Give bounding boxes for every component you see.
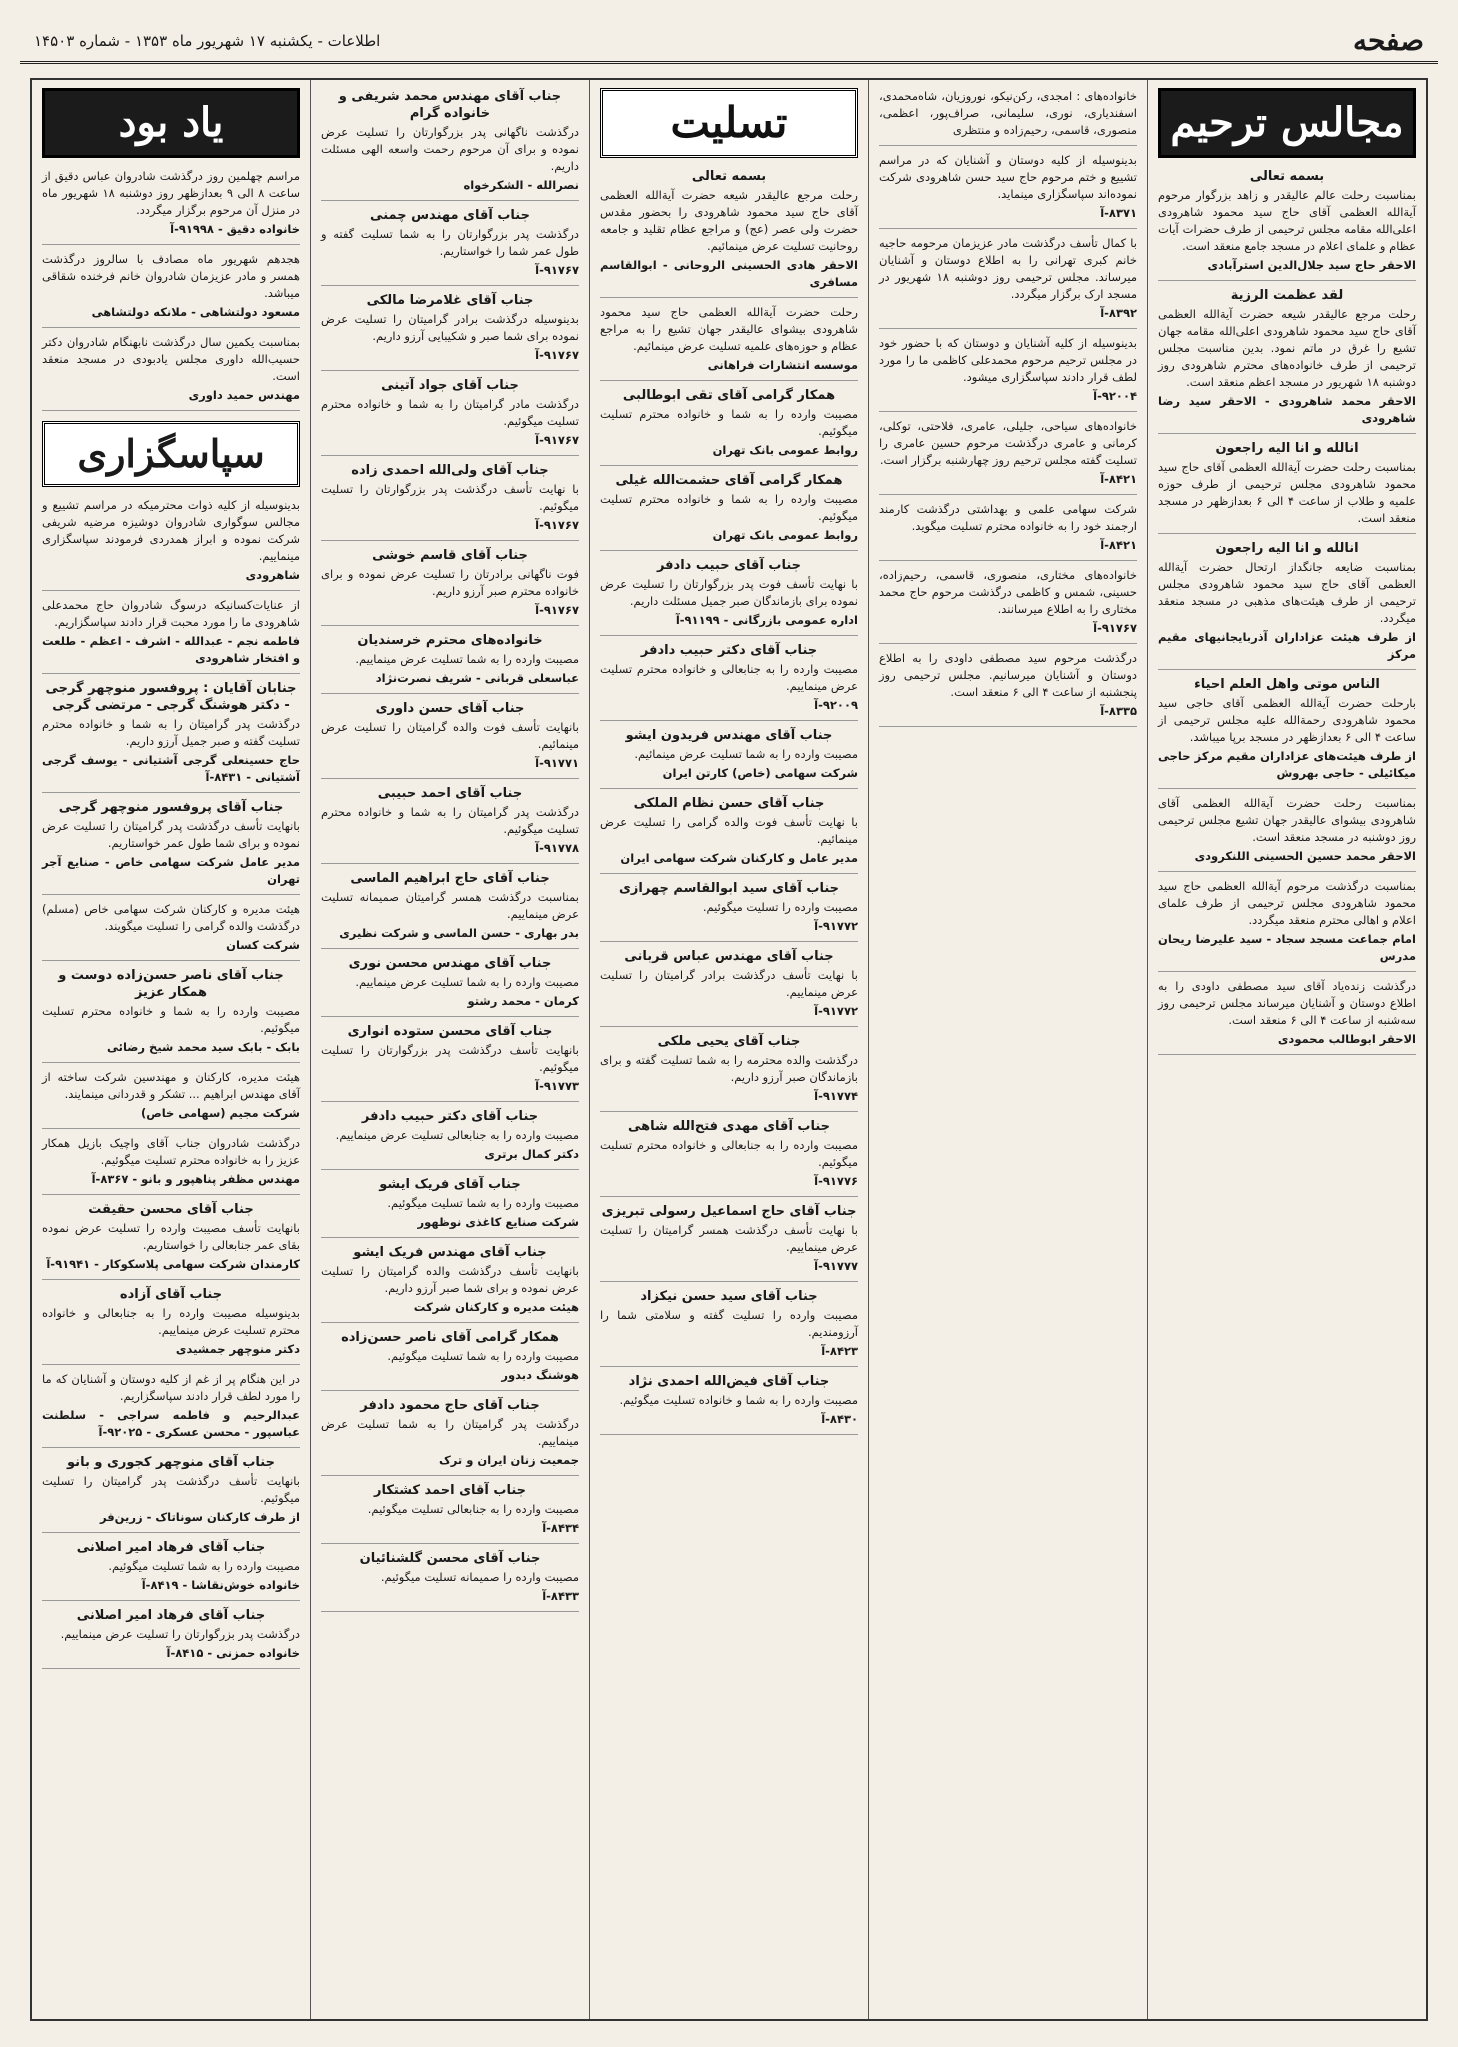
notice-body: بدینوسیله از کلیه آشنایان و دوستان که با حضور خود در مجلس ترحیم مرحوم محمدعلی کاظمی ما را مورد لطف قرار دادند سپاسگزاری میشود. — [879, 336, 1137, 384]
notice-signature: ۹۱۷۶۷-آ — [535, 263, 579, 277]
notice-item — [321, 632, 579, 694]
notice-body: بارحلت حضرت آیة‌الله العظمی آقای حاجی سید محمود شاهرودی رحمة‌الله علیه مجلس ترحیمی از ساعت ۴ الی ۶ بعدازظهر در مسجد برپا میباشد. — [1158, 696, 1416, 744]
notice-signature: ۹۱۷۶۷-آ — [535, 603, 579, 617]
notice-body: با نهایت تأسف درگذشت پدر بزرگوارتان را تسلیت میگوئیم. — [321, 482, 579, 513]
page-header — [20, 20, 1438, 64]
notice-signature: ۹۲۰۰۹-آ — [814, 698, 858, 712]
notice-body: مصیبت وارده را به شما و خانواده محترم تسلیت میگوئیم. — [600, 407, 858, 438]
notice-item — [600, 1118, 858, 1197]
notice-signature: الاحقر حاج سید جلال‌الدین استرآبادی — [1207, 258, 1416, 272]
notice-body: خانواده‌های مختاری، منصوری، قاسمی، رحیم‌زاده، حسینی، شمس و کاظمی درگذشت مرحوم حاج محمد مختاری را به اطلاع میرسانند. — [879, 568, 1137, 616]
notice-signature: خانواده دقیق - ۹۱۹۹۸-آ — [170, 222, 300, 236]
notice-title: الناس موتی واهل العلم احیاء — [1194, 677, 1380, 692]
notice-signature: ۹۱۷۷۲-آ — [814, 919, 858, 933]
notice-item — [321, 785, 579, 864]
notice-body: مصیبت وارده را به شما تسلیت میگوئیم. — [108, 1559, 300, 1573]
notice-item — [321, 88, 579, 201]
notice-body: مصیبت وارده را به جنابعالی تسلیت عرض مینماییم. — [335, 1128, 579, 1142]
notice-item — [321, 1329, 579, 1391]
notice-signature: ۹۱۷۷۷-آ — [814, 1259, 858, 1273]
notice-body: مصیبت وارده را به شما و خانواده تسلیت میگوئیم. — [619, 1393, 858, 1407]
notice-body: در این هنگام پر از غم از کلیه دوستان و آشنایان که ما را مورد لطف قرار دادند سپاسگزاریم. — [42, 1372, 300, 1403]
notice-item — [600, 880, 858, 942]
notice-body: درگذشت شادروان جناب آقای واچیک بازیل همکار عزیز را به خانواده محترم تسلیت میگوئیم. — [42, 1136, 300, 1167]
notice-item — [1158, 795, 1416, 872]
notice-signature: عبدالرحیم و فاطمه سراجی - سلطنت عباسپور - محسن عسکری - ۹۲۰۲۵-آ — [42, 1408, 300, 1439]
notices-yadbood — [42, 168, 300, 411]
notice-signature: ۸۴۲۱-آ — [1100, 472, 1137, 486]
notice-body: درگذشت مرحوم سید مصطفی داودی را به اطلاع دوستان و آشنایان میرسانیم. مجلس ترحیمی روز پنجشنبه از ساعت ۴ الی ۶ منعقد است. — [879, 651, 1137, 699]
notice-item — [321, 377, 579, 456]
notice-body: مصیبت وارده را به شما تسلیت میگوئیم. — [387, 1196, 579, 1210]
notice-signature: ۸۴۲۳-آ — [821, 1344, 858, 1358]
notice-item — [321, 207, 579, 286]
notice-title: جناب آقای مهندس محسن نوری — [348, 956, 552, 971]
notice-body: درگذشت پدر بزرگوارتان را به شما تسلیت گفته و طول عمر شما را خواستاریم. — [321, 227, 579, 258]
notice-body: درگذشت والده محترمه را به شما تسلیت گفته و برای بازماندگان صبر آرزو داریم. — [600, 1053, 858, 1084]
notice-body: درگذشت مادر گرامیتان را به شما و خانواده محترم تسلیت میگوئیم. — [321, 397, 579, 428]
notice-item — [879, 335, 1137, 412]
notice-signature: بابک - بابک سید محمد شیخ رضائی — [107, 1040, 300, 1054]
notice-item — [600, 168, 858, 298]
notice-title: همکار گرامی آقای ناصر حسن‌زاده — [341, 1330, 559, 1345]
notice-item — [42, 1607, 300, 1669]
notice-signature: موسسه انتشارات فراهانی — [707, 358, 858, 372]
notice-body: بانهایت تأسف درگذشت پدر بزرگوارتان را تسلیت میگوئیم. — [321, 1043, 579, 1074]
notice-title: جناب آقای یحیی ملکی — [657, 1034, 801, 1049]
notice-signature: مهندس حمید داوری — [188, 388, 300, 402]
notice-body: مصیبت وارده را تسلیت میگوئیم. — [702, 900, 858, 914]
notice-title: همکار گرامی آقای تقی ابوطالبی — [622, 388, 836, 403]
notice-body: هجدهم شهریور ماه مصادف با سالروز درگذشت همسر و مادر عزیزمان شادروان خانم فرخنده شقاقی میباشد. — [42, 252, 300, 300]
notices-col1 — [1158, 168, 1416, 1055]
notices-sepas — [42, 497, 300, 1669]
notice-item — [42, 168, 300, 245]
notice-item — [321, 547, 579, 626]
notice-body: بمناسبت یکمین سال درگذشت نابهنگام شادروان دکتر حسیب‌الله داوری مجلس یادبودی در مسجد منعقد است. — [42, 335, 300, 383]
notice-body: از عنایات‌کسانیکه درسوگ شادروان حاج محمدعلی شاهرودی ما را مورد محبت قرار دادند سپاسگزاریم. — [42, 598, 300, 629]
column-5 — [32, 80, 310, 2019]
notice-item — [879, 418, 1137, 495]
notice-title: جناب آقای فرهاد امیر اصلانی — [76, 1608, 266, 1623]
notice-item — [42, 334, 300, 411]
notice-item — [879, 567, 1137, 644]
notice-item — [321, 870, 579, 949]
notice-signature: از طرف هیئت عزاداران آذربایجانیهای مقیم مرکز — [1158, 630, 1416, 661]
notice-signature: ۹۱۷۶۷-آ — [535, 348, 579, 362]
notice-signature: روابط عمومی بانک تهران — [712, 443, 858, 457]
notice-item — [321, 1550, 579, 1612]
notice-body: درگذشت پدر گرامیتان را به شما تسلیت عرض مینماییم. — [321, 1417, 579, 1448]
notice-title: همکار گرامی آقای حشمت‌الله غیلی — [615, 473, 843, 488]
notice-item — [42, 1454, 300, 1533]
notice-signature: هیئت مدیره و کارکنان شرکت — [413, 1300, 579, 1314]
notice-signature: فاطمه نجم - عبدالله - اشرف - اعظم - طلعت و افتخار شاهرودی — [42, 634, 300, 665]
notice-body: بدینوسیله از کلیه ذوات محترمیکه در مراسم تشییع و مجالس سوگواری شادروان دوشیزه مرضیه شریفی شرکت نموده و ابراز همدردی فرمودند سپاسگزاری مینماییم. — [42, 498, 300, 563]
notice-signature: ۹۱۷۷۲-آ — [814, 1004, 858, 1018]
notice-item — [321, 1397, 579, 1476]
notice-title: جناب آقای ناصر حسن‌زاده دوست و همکار عزیز — [58, 968, 284, 1000]
notice-body: شرکت سهامی علمی و بهداشتی درگذشت کارمند ارجمند خود را به خانواده محترم تسلیت میگوید. — [879, 502, 1137, 533]
notice-signature: ۸۳۳۵-آ — [1100, 704, 1137, 718]
notice-body: بمناسبت رحلت حضرت آیة‌الله العظمی آقای شاهرودی بیشوای عالیقدر جهان تشیع مجلس ترحیمی روز دوشنبه در مسجد منعقد است. — [1158, 796, 1416, 844]
notice-item — [1158, 878, 1416, 972]
notice-signature: ۸۳۷۱-آ — [1100, 206, 1137, 220]
notice-body: بمناسبت درگذشت مرحوم آیة‌الله العظمی حاج سید محمود شاهرودی مجلس ترحیمی از طرف علمای اعلام و اهالی محترم منعقد میگردد. — [1158, 879, 1416, 927]
notice-item — [321, 700, 579, 779]
notice-title: جناب آقای منوچهر کجوری و بانو — [67, 1455, 275, 1470]
notice-body: بمناسبت رحلت عالم عالیقدر و زاهد بزرگوار مرحوم آیة‌الله العظمی آقای حاج سید محمود شاهرودی اعلی‌الله مقامه مجلس ترحیمی از طرف حضرات آیات عظام و علمای اعلام در مسجد جامع منعقد است. — [1158, 188, 1416, 253]
notice-item — [600, 304, 858, 381]
notice-title: جناب آقای مهندس محمد شریفی و خانواده گرام — [338, 89, 562, 121]
notice-signature: ۹۱۷۶۷-آ — [1093, 621, 1137, 635]
notice-body: مصیبت وارده را به جنابعالی تسلیت میگوئیم. — [367, 1502, 579, 1516]
notice-body: مصیبت وارده را به شما تسلیت عرض مینماییم. — [355, 975, 579, 989]
notice-item — [42, 1135, 300, 1195]
notice-body: درگذشت زنده‌یاد آقای سید مصطفی داودی را به اطلاع دوستان و آشنایان میرساند مجلس ترحیمی روز سه‌شنبه از ساعت ۴ الی ۶ منعقد است. — [1158, 979, 1416, 1027]
notice-item — [600, 727, 858, 789]
notice-title: جناب آقای حاج اسماعیل رسولی تبریزی — [601, 1204, 857, 1219]
notice-signature: ۹۱۷۷۶-آ — [814, 1174, 858, 1188]
notice-title: جناب آقای دکتر حبیب دادفر — [640, 643, 818, 658]
notice-body: مصیبت وارده را صمیمانه تسلیت میگوئیم. — [380, 1570, 579, 1584]
notice-item — [321, 1176, 579, 1238]
notice-signature: دکتر کمال برتری — [484, 1147, 579, 1161]
notice-body: بمناسبت رحلت حضرت آیة‌الله العظمی آقای حاج سید محمود شاهرودی مجلس ترحیمی از طرف حوزه علمیه و طلاب از ساعت ۴ الی ۶ بعدازظهر در مسجد منعقد است. — [1158, 460, 1416, 525]
notice-item — [321, 292, 579, 371]
notice-item — [600, 472, 858, 551]
notice-item — [879, 152, 1137, 229]
notice-signature: اداره عمومی بازرگانی - ۹۱۱۹۹-آ — [675, 613, 858, 627]
notice-signature: ۹۱۷۷۴-آ — [814, 1089, 858, 1103]
section-banner-sepasgozari: سپاسگزاری — [42, 421, 300, 487]
notice-body: درگذشت پدر گرامیتان را به شما و خانواده محترم تسلیت میگوئیم. — [321, 805, 579, 836]
notice-title: جناب آقای حبیب دادفر — [656, 558, 802, 573]
notice-signature: مهندس مظفر پناهپور و بانو - ۸۳۶۷-آ — [91, 1172, 300, 1186]
notice-item — [1158, 540, 1416, 670]
notice-title: لقد عظمت الرزیة — [1230, 288, 1344, 303]
notice-signature: خانواده خوش‌نقاشا - ۸۴۱۹-آ — [141, 1578, 300, 1592]
notice-body: بانهایت تأسف درگذشت والده گرامیتان را تسلیت عرض نموده و برای شما صبر آرزو داریم. — [321, 1264, 579, 1295]
notice-signature: هوشنگ دبدور — [501, 1368, 579, 1382]
notice-body: رحلت مرجع عالیقدر شیعه حضرت آیة‌الله العظمی آقای حاج سید محمود شاهرودی را بحضور مقدس حضرت ولی عصر (عج) و مراجع عظام تقلید و جامعه روحانیت تسلیت عرض مینمائیم. — [600, 188, 858, 253]
notice-title: جناب آقای حسن داوری — [375, 701, 525, 716]
notices-col2 — [879, 88, 1137, 727]
notice-signature: ۸۴۳۳-آ — [542, 1589, 579, 1603]
notice-item — [879, 88, 1137, 146]
notice-item — [1158, 978, 1416, 1055]
notice-title: جناب آقای مهندس فریک ایشو — [353, 1245, 547, 1260]
notice-item — [42, 967, 300, 1063]
notice-item — [600, 948, 858, 1027]
notice-body: فوت ناگهانی برادرتان را تسلیت عرض نموده و برای خانواده محترم صبر آرزو داریم. — [321, 567, 579, 598]
notice-title: جناب آقای محسن حقیقت — [88, 1202, 254, 1217]
notice-body: رحلت مرجع عالیقدر شیعه حضرت آیة‌الله العظمی آقای حاج سید محمود شاهرودی اعلی‌الله مقامه جهان تشیع را غرق در ماتم نمود. بدین مناسبت مجلس ترحیمی از طرف خانواده‌های محترم شاهرودی روز دوشنبه ۱۸ شهریور در مسجد اعظم منعقد است. — [1158, 307, 1416, 389]
notice-item — [321, 955, 579, 1017]
notice-item — [879, 235, 1137, 329]
notice-title: جناب آقای دکتر حبیب دادفر — [361, 1109, 539, 1124]
notice-title: جناب آقای احمد حبیبی — [377, 786, 523, 801]
notice-item — [42, 680, 300, 793]
section-banner-majales: مجالس ترحیم — [1158, 88, 1416, 158]
notice-title: جناب آقای فیض‌الله احمدی نژاد — [628, 1374, 830, 1389]
notice-signature: ۹۱۷۶۷-آ — [535, 433, 579, 447]
notice-title: جناب آقای مهندس چمنی — [370, 208, 530, 223]
notice-body: مصیبت وارده را به شما تسلیت عرض مینمائیم. — [634, 747, 858, 761]
notice-signature: ۸۳۹۲-آ — [1100, 306, 1137, 320]
notice-body: بمناسبت درگذشت همسر گرامیتان صمیمانه تسلیت عرض مینماییم. — [321, 890, 579, 921]
notice-title: جناب آقای فرهاد امیر اصلانی — [76, 1540, 266, 1555]
notice-body: با کمال تأسف درگذشت مادر عزیزمان مرحومه حاجیه خانم کبری تهرانی را به اطلاع دوستان و آشنایان میرساند. مجلس ترحیمی روز دوشنبه ۱۸ شهریور در مسجد ارک برگزار میگردد. — [879, 236, 1137, 301]
notice-item — [42, 597, 300, 674]
notice-signature: الاحقر ابوطالب محمودی — [1277, 1032, 1416, 1046]
notice-signature: ۹۱۷۷۸-آ — [535, 841, 579, 855]
notice-item — [321, 462, 579, 541]
notice-title: جناب آقای جواد آتینی — [381, 378, 519, 393]
notice-signature: نصرالله - الشکرخواه — [463, 178, 579, 192]
notice-item — [1158, 440, 1416, 534]
issue-line: اطلاعات - یکشنبه ۱۷ شهریور ماه ۱۳۵۳ - شماره ۱۴۵۰۳ — [34, 31, 381, 50]
notice-body: هیئت مدیره و کارکنان شرکت سهامی خاص (مسلم) درگذشت والده گرامی را تسلیت میگویند. — [42, 902, 300, 933]
notice-body: درگذشت پدر بزرگوارتان را تسلیت عرض مینماییم. — [60, 1627, 300, 1641]
notice-title: جناب آقای مهندس فریدون ایشو — [625, 728, 833, 743]
notice-item — [879, 501, 1137, 561]
notice-body: مصیبت وارده را تسلیت گفته و سلامتی شما را آرزومندیم. — [600, 1308, 858, 1339]
notice-item — [42, 497, 300, 591]
notice-title: جناب آقای سید حسن نیکزاد — [640, 1289, 818, 1304]
column-2 — [868, 80, 1147, 2019]
notice-signature: ۹۱۷۷۳-آ — [535, 1079, 579, 1093]
notice-item — [600, 642, 858, 721]
notice-signature: شرکت کسان — [226, 938, 300, 952]
notice-item — [321, 1023, 579, 1102]
notice-signature: شاهرودی — [245, 568, 300, 582]
notice-body: با نهایت تأسف درگذشت برادر گرامیتان را تسلیت عرض مینماییم. — [600, 968, 858, 999]
notice-body: درگذشت پدر گرامیتان را به شما و خانواده محترم تسلیت گفته و صبر جمیل آرزو داریم. — [42, 717, 300, 748]
notice-item — [1158, 287, 1416, 434]
notice-signature: عباسعلی قربانی - شریف نصرت‌نژاد — [375, 671, 579, 685]
notices-col3 — [600, 168, 858, 1435]
notice-item — [600, 1203, 858, 1282]
notice-title: انالله و انا الیه راجعون — [1215, 541, 1359, 556]
notice-item — [600, 795, 858, 874]
section-banner-tasliat: تسلیت — [600, 88, 858, 158]
column-1 — [1147, 80, 1426, 2019]
notice-signature: ۹۱۷۷۱-آ — [535, 756, 579, 770]
notice-body: بدینوسیله مصیبت وارده را به جنابعالی و خانواده محترم تسلیت عرض مینماییم. — [42, 1306, 300, 1337]
notice-body: درگذشت ناگهانی پدر بزرگوارتان را تسلیت عرض نموده و برای آن مرحوم رحمت واسعه الهی مسئلت داریم. — [321, 125, 579, 173]
notice-body: مصیبت وارده را به جنابعالی و خانواده محترم تسلیت میگوئیم. — [600, 1138, 858, 1169]
notice-signature: مدیر عامل و کارکنان شرکت سهامی ایران — [620, 851, 858, 865]
notice-item — [600, 557, 858, 636]
notice-signature: الاحقر هادی الحسینی الروحانی - ابوالقاسم مسافری — [600, 258, 858, 289]
notice-body: بانهایت تأسف فوت والده گرامیتان را تسلیت عرض مینمائیم. — [321, 720, 579, 751]
notice-body: بدینوسیله درگذشت برادر گرامیتان را تسلیت عرض نموده برای شما صبر و شکیبایی آرزو داریم. — [321, 312, 579, 343]
notice-body: خانواده‌های : امجدی، رکن‌نیکو، نوروزیان، شاه‌محمدی، اسفندیاری، نوری، سلیمانی، صراف‌پور، اعظمی، منصوری، قاسمی، رحیم‌زاده و منتظری — [879, 89, 1137, 137]
notice-signature: کرمان - محمد رشتو — [467, 994, 579, 1008]
notice-signature: خانواده حمزنی - ۸۴۱۵-آ — [166, 1646, 300, 1660]
notice-title: جناب آقای فریک ایشو — [379, 1177, 521, 1192]
notice-body: با نهایت تأسف درگذشت همسر گرامیتان را تسلیت عرض مینماییم. — [600, 1223, 858, 1254]
notice-signature: دکتر منوچهر جمشیدی — [175, 1342, 300, 1356]
notice-signature: بدر بهاری - حسن الماسی و شرکت نظیری — [339, 926, 579, 940]
notice-title: جناب آقای محسن ستوده انواری — [347, 1024, 553, 1039]
notice-signature: حاج حسینعلی گرجی آشتیانی - یوسف گرجی آشتیانی - ۸۴۳۱-آ — [42, 753, 300, 784]
notice-title: جناب آقای آزاده — [119, 1287, 223, 1302]
notice-title: انالله و انا الیه راجعون — [1215, 441, 1359, 456]
notice-title: جناب آقای حاج ابراهیم الماسی — [350, 871, 550, 886]
notice-item — [42, 901, 300, 961]
notice-item — [42, 1286, 300, 1365]
notice-title: جناب آقای احمد کشتکار — [373, 1483, 527, 1498]
notice-signature: مدیر عامل شرکت سهامی خاص - صنایع آجر تهران — [42, 855, 300, 886]
notice-title: جنابان آقایان : پروفسور منوچهر گرجی - دکتر هوشنگ گرجی - مرتضی گرجی — [45, 681, 297, 713]
column-4 — [310, 80, 589, 2019]
column-3 — [589, 80, 868, 2019]
notice-signature: جمعیت زنان ایران و ترک — [438, 1453, 579, 1467]
notice-body: مراسم چهلمین روز درگذشت شادروان عباس دقیق از ساعت ۸ الی ۹ بعدازظهر روز دوشنبه ۱۸ شهریور ماه در منزل آن مرحوم برگزار میگردد. — [42, 169, 301, 217]
notice-signature: الاحقر محمد حسین الحسینی اللنکرودی — [1194, 849, 1416, 863]
notice-body: بمناسبت ضایعه جانگداز ارتحال حضرت آیة‌الله العظمی آقای حاج سید محمود شاهرودی مجلس ترحیمی از طرف هیئت‌های مذهبی در مسجد منعقد میگردد. — [1158, 560, 1416, 625]
notice-signature: ۸۴۲۱-آ — [1100, 538, 1137, 552]
notice-signature: روابط عمومی بانک تهران — [712, 528, 858, 542]
notice-item — [42, 799, 300, 895]
notice-signature: شرکت صنایع کاغذی نوظهور — [417, 1215, 579, 1229]
notice-body: مصیبت وارده را به شما و خانواده محترم تسلیت میگوئیم. — [42, 1004, 300, 1035]
notice-body: بانهایت تأسف درگذشت پدر گرامیتان را تسلیت عرض نموده و برای شما طول عمر خواستاریم. — [42, 819, 300, 850]
notice-body: بانهایت تأسف مصیبت وارده را تسلیت عرض نموده بقای عمر جنابعالی را خواستاریم. — [42, 1221, 300, 1252]
notice-item — [42, 1371, 300, 1448]
notice-item — [42, 1539, 300, 1601]
notice-signature: ۸۴۳۰-آ — [821, 1412, 858, 1426]
notice-body: مصیبت وارده را به جنابعالی و خانواده محترم تسلیت عرض مینماییم. — [600, 662, 858, 693]
notice-signature: شرکت سهامی (خاص) کارتن ایران — [662, 766, 858, 780]
notice-item — [1158, 168, 1416, 281]
notice-item — [42, 251, 300, 328]
notice-item — [42, 1069, 300, 1129]
notice-signature: شرکت مجیم (سهامی خاص) — [140, 1106, 300, 1120]
notice-title: جناب آقای قاسم خوشی — [372, 548, 528, 563]
notice-signature: از طرف هیئت‌های عزاداران مقیم مرکز حاجی میکائیلی - حاجی بهروش — [1158, 749, 1416, 780]
notice-title: بسمه تعالی — [691, 169, 767, 184]
notice-signature: مسعود دولتشاهی - ملانکه دولتشاهی — [91, 305, 300, 319]
notices-col4 — [321, 88, 579, 1612]
notice-title: جناب آقای محسن گلشنائیان — [359, 1551, 541, 1566]
notice-title: خانواده‌های محترم خرسندیان — [357, 633, 543, 648]
notice-body: رحلت حضرت آیة‌الله العظمی حاج سید محمود شاهرودی بیشوای عالیقدر جهان تشیع را به مراجع عظام و حوزه‌های علمیه تسلیت عرض مینمائیم. — [600, 305, 858, 353]
notice-body: مصیبت وارده را به شما و خانواده محترم تسلیت میگوئیم. — [600, 492, 858, 523]
notice-item — [321, 1482, 579, 1544]
notice-item — [321, 1244, 579, 1323]
notice-title: جناب آقای سید ابوالقاسم چهرازی — [618, 881, 840, 896]
notice-item — [600, 1288, 858, 1367]
notice-title: جناب آقای حسن نظام الملکی — [633, 796, 825, 811]
notice-item — [600, 1033, 858, 1112]
notice-item — [879, 650, 1137, 727]
notice-title: بسمه تعالی — [1249, 169, 1325, 184]
notice-body: با نهایت تأسف فوت پدر بزرگوارتان را تسلیت عرض نموده برای بازماندگان صبر جمیل مسئلت داریم. — [600, 577, 858, 608]
notice-title: جناب آقای حاج محمود دادفر — [360, 1398, 540, 1413]
notice-item — [600, 387, 858, 466]
notice-signature: ۹۲۰۰۴-آ — [1093, 389, 1137, 403]
notice-body: مصیبت وارده را به شما تسلیت میگوئیم. — [387, 1349, 579, 1363]
columns-frame — [30, 78, 1428, 2021]
notice-item — [321, 1108, 579, 1170]
notice-signature: ۸۴۳۴-آ — [542, 1521, 579, 1535]
notice-item — [1158, 676, 1416, 789]
notice-signature: ۹۱۷۶۷-آ — [535, 518, 579, 532]
notice-signature: امام جماعت مسجد سجاد - سید علیرضا ریحان مدرس — [1158, 932, 1416, 963]
notice-body: بدینوسیله از کلیه دوستان و آشنایان که در مراسم تشییع و ختم مرحوم حاج سید حسن شاهرودی شرکت نموده‌اند سپاسگزاری مینماید. — [879, 153, 1137, 201]
notice-signature: کارمندان شرکت سهامی پلاسکوکار - ۹۱۹۴۱-آ — [46, 1257, 300, 1271]
notice-body: خانواده‌های سیاحی، جلیلی، عامری، فلاحتی، توکلی، کرمانی و عامری درگذشت مرحوم حسین عامری را تسلیت گفته مجلس ترحیم روز چهارشنبه برگزار است. — [879, 419, 1137, 467]
notice-body: هیئت مدیره، کارکنان و مهندسین شرکت ساخته از آقای مهندس ابراهیم ... تشکر و قدردانی مینمایند. — [42, 1070, 300, 1101]
notice-title: جناب آقای ولی‌الله احمدی زاده — [351, 463, 549, 478]
notice-title: جناب آقای غلامرضا مالکی — [366, 293, 534, 308]
page-label: صفحه — [1352, 24, 1424, 57]
notice-body: بانهایت تأسف درگذشت پدر گرامیتان را تسلیت میگوئیم. — [42, 1474, 300, 1505]
notice-item — [600, 1373, 858, 1435]
notice-body: مصیبت وارده را به شما تسلیت عرض مینماییم. — [355, 652, 579, 666]
notice-signature: الاحقر محمد شاهرودی - الاحقر سید رضا شاهرودی — [1158, 394, 1416, 425]
notice-signature: از طرف کارکنان سوناتاک - زرین‌فر — [100, 1510, 300, 1524]
notice-title: جناب آقای پروفسور منوچهر گرجی — [58, 800, 284, 815]
notice-title: جناب آقای مهدی فتح‌الله شاهی — [627, 1119, 831, 1134]
notice-item — [42, 1201, 300, 1280]
notice-body: با نهایت تأسف فوت والده گرامی را تسلیت عرض مینمائیم. — [600, 815, 858, 846]
section-banner-yadbood: یاد بود — [42, 88, 300, 158]
notice-title: جناب آقای مهندس عباس قربانی — [624, 949, 834, 964]
